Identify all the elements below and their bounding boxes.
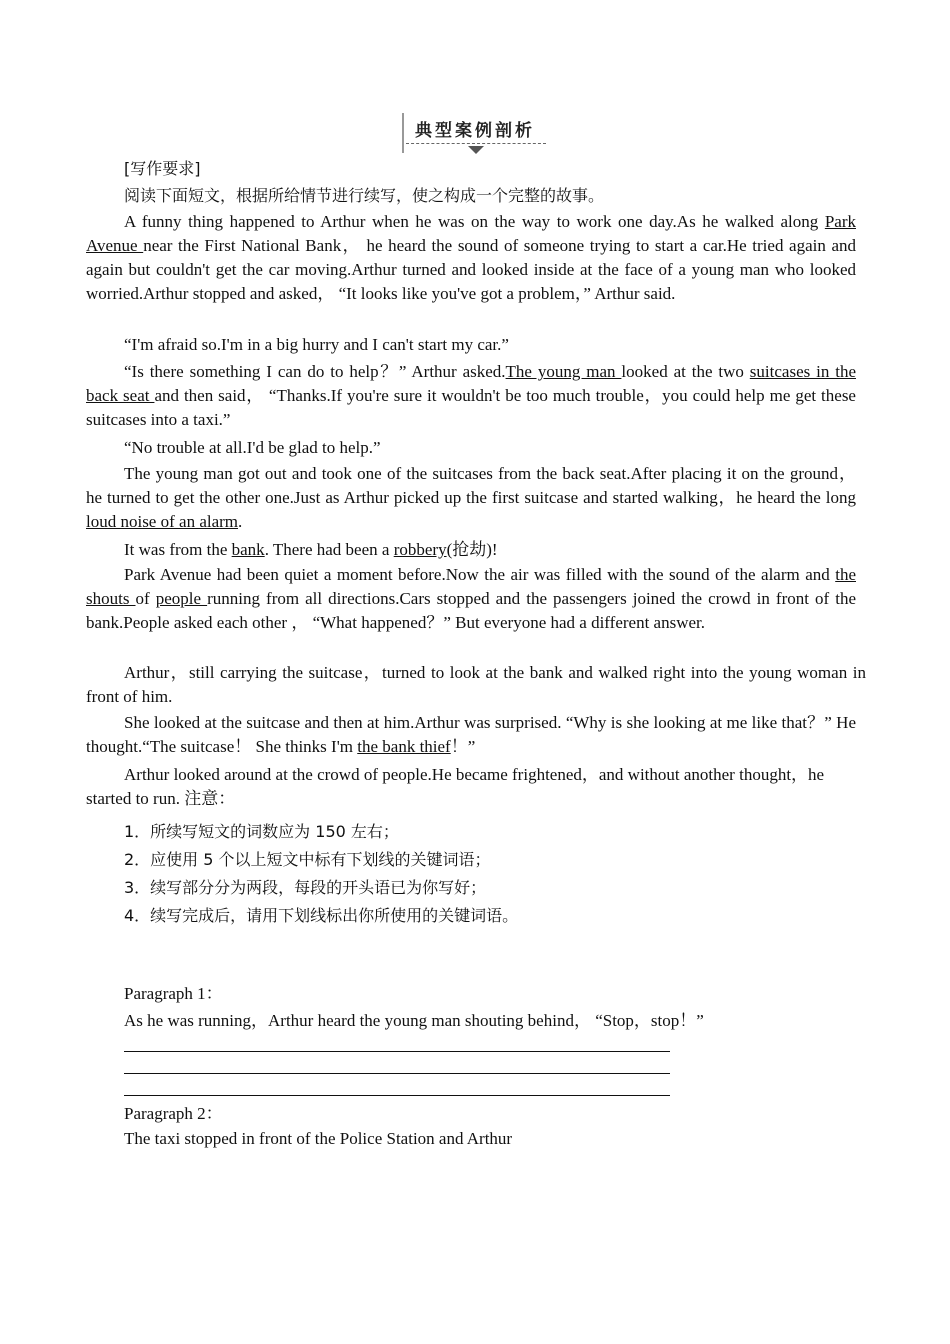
answer-line[interactable] — [124, 1095, 670, 1096]
story-paragraph-5: The young man got out and took one of the suitcases from the back seat.After placing it on the ground， he turned to get the other one.Just as Arthur picked up the first suitcase and started walking，he heard the long loud noise of an alarm. — [86, 464, 856, 531]
story-paragraph-6: It was from the bank. There had been a robbery(抢劫)! — [124, 540, 498, 559]
paragraph2-opening: The taxi stopped in front of the Police Station and Arthur — [124, 1129, 513, 1148]
story-paragraph-7: Park Avenue had been quiet a moment before.Now the air was filled with the sound of the alarm and the shouts of people running from all directions.Cars stopped and the passengers joined the crowd in front of the bank.People asked each other ， “What happened？” But everyone had a different answer. — [86, 565, 856, 632]
story-paragraph-1: A funny thing happened to Arthur when he was on the way to work one day.As he walked along Park Avenue near the First National Bank， he heard the sound of someone trying to start a car.He tried again and again but couldn't get the car moving.Arthur turned and looked inside at the face of a young man who looked worried.Arthur stopped and asked， “It looks like you've got a problem，” Arthur said. — [86, 212, 856, 303]
header-triangle-icon — [468, 146, 484, 154]
story-paragraph-3: “Is there something I can do to help？” Arthur asked.The young man looked at the two suitcases in the back seat and then said， “Thanks.If you're sure it wouldn't be too much trouble，you could help me get these suitcases into a taxi.” — [86, 362, 856, 429]
note-item: 1．所续写短文的词数应为 150 左右； — [124, 822, 399, 841]
keyword-loud-noise: loud noise of an alarm — [86, 512, 239, 531]
keyword-suitcases: suitcases in the back seat — [86, 362, 856, 405]
keyword-park-avenue: Park Avenue — [86, 212, 856, 255]
keyword-bank: bank — [231, 540, 265, 559]
section-header — [402, 113, 548, 153]
notes-list — [124, 818, 864, 930]
note-item: 4．续写完成后，请用下划线标出你所使用的关键词语。 — [124, 906, 519, 925]
keyword-robbery: robbery — [393, 540, 447, 559]
requirement-label: [写作要求] — [124, 159, 201, 178]
instruction: 阅读下面短文，根据所给情节进行续写，使之构成一个完整的故事。 — [124, 186, 605, 205]
story-paragraph-9: She looked at the suitcase and then at him.Arthur was surprised. “Why is she looking at me like that？” He thought.“The suitcase！ She thinks I'm the bank thief！” — [86, 713, 856, 756]
paragraph1-label: Paragraph 1： — [124, 984, 223, 1003]
story-paragraph-4: “No trouble at all.I'd be glad to help.” — [124, 438, 381, 457]
paragraph2-label: Paragraph 2： — [124, 1104, 223, 1123]
story-paragraph-2: “I'm afraid so.I'm in a big hurry and I can't start my car.” — [124, 335, 509, 354]
keyword-bank-thief: the bank thief — [357, 737, 451, 756]
note-item: 3．续写部分分为两段，每段的开头语已为你写好； — [124, 878, 487, 897]
section-title: 典型案例剖析 — [415, 121, 535, 141]
keyword-people: people — [155, 589, 208, 608]
keyword-shouts: the shouts — [86, 565, 856, 608]
keyword-young-man: The young man — [505, 362, 622, 381]
paragraph1-opening: As he was running，Arthur heard the young man shouting behind， “Stop，stop！” — [124, 1011, 704, 1030]
story-paragraph-10: Arthur looked around at the crowd of people.He became frightened，and without another thought，he started to run. 注意： — [86, 765, 825, 808]
answer-line[interactable] — [124, 1051, 670, 1052]
answer-line[interactable] — [124, 1073, 670, 1074]
story-paragraph-8: Arthur，still carrying the suitcase，turned to look at the bank and walked right into the young woman in front of him. — [86, 663, 866, 706]
note-item: 2．应使用 5 个以上短文中标有下划线的关键词语； — [124, 850, 491, 869]
header-dashed-rule — [406, 143, 546, 144]
